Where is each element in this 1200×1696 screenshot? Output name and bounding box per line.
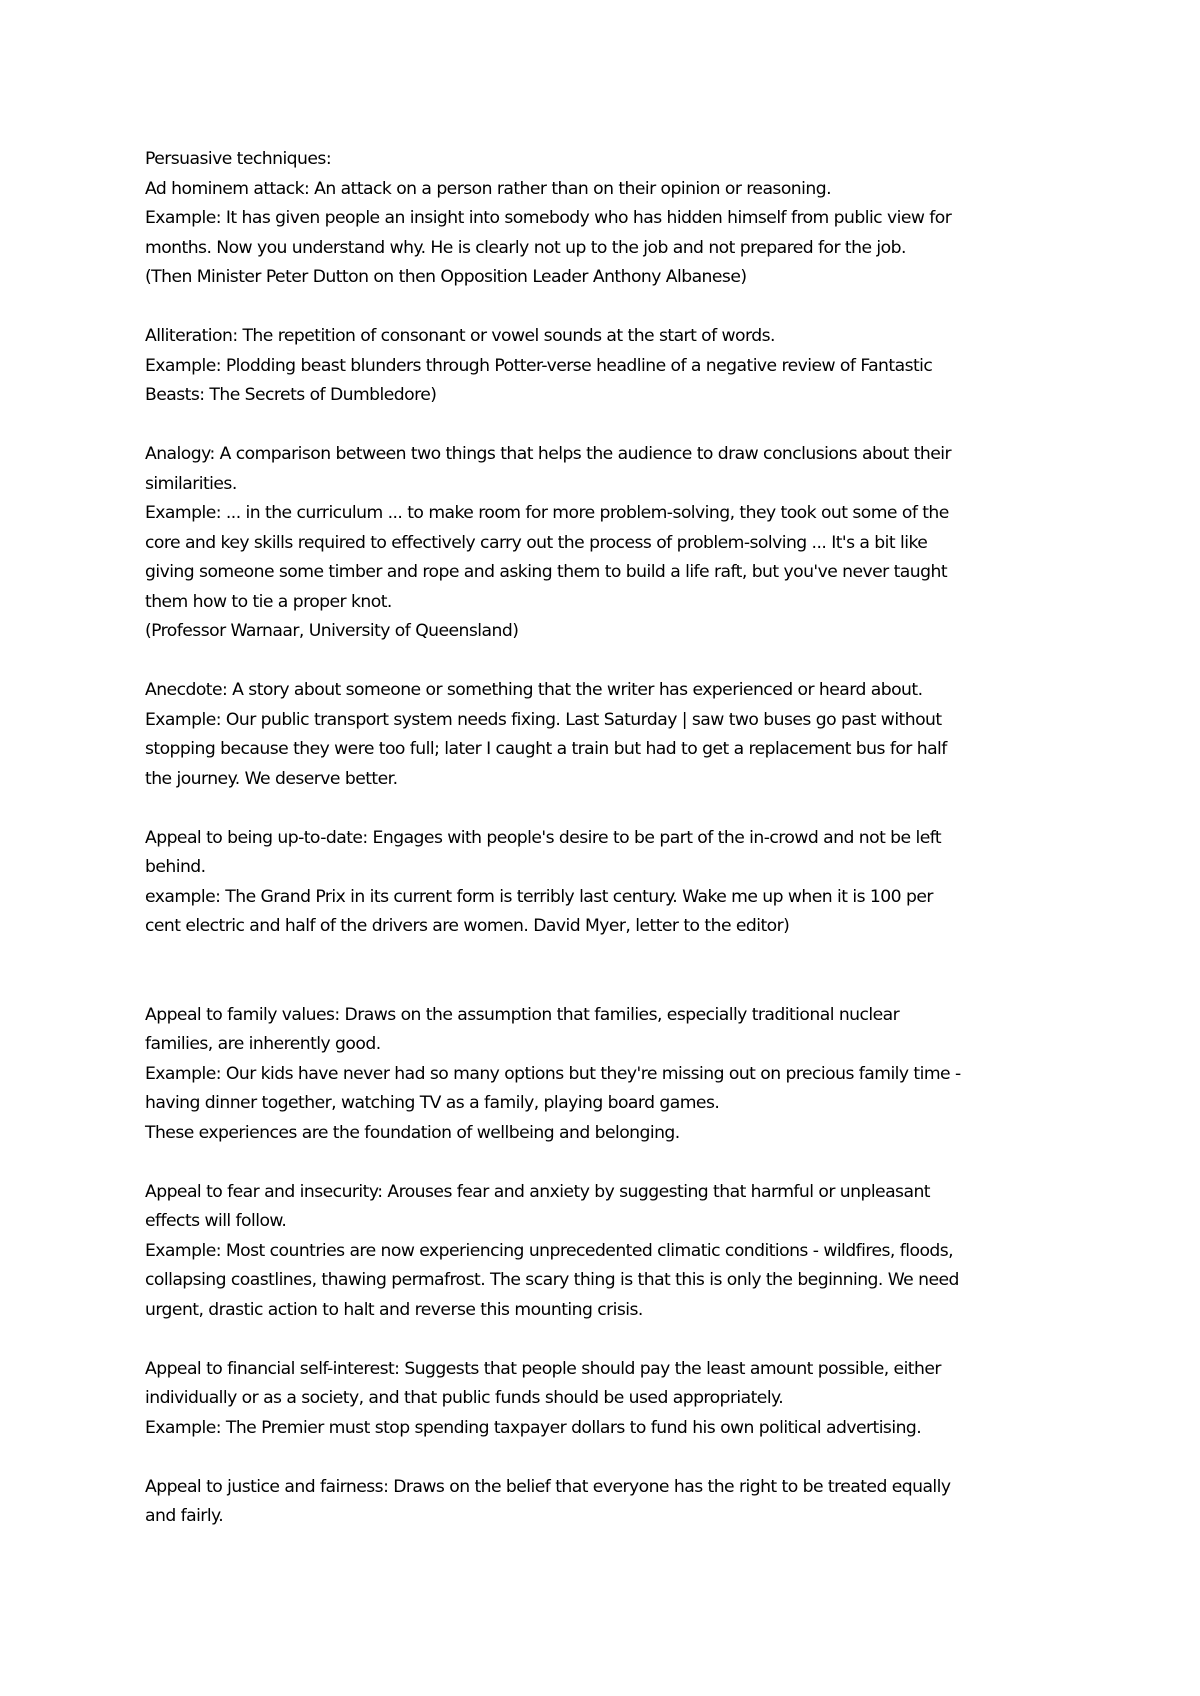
technique-definition: behind. bbox=[145, 857, 206, 877]
technique-example: them how to tie a proper knot. bbox=[145, 591, 392, 612]
technique-example: Example: ... in the curriculum ... to make room for more problem-solving, they took out some of the bbox=[145, 503, 949, 523]
technique-example: collapsing coastlines, thawing permafrost. The scary thing is that this is only the beginning. We need bbox=[145, 1270, 959, 1290]
document-title: Persuasive techniques: bbox=[145, 149, 332, 169]
technique-example: example: The Grand Prix in its current form is terribly last century. Wake me up when it is 100 per bbox=[145, 886, 933, 907]
technique-example: Beasts: The Secrets of Dumbledore) bbox=[145, 385, 437, 405]
technique-example: Example: The Premier must stop spending taxpayer dollars to fund his own political advertising. bbox=[145, 1417, 922, 1438]
technique-definition: Alliteration: The repetition of consonant or vowel sounds at the start of words. bbox=[145, 326, 775, 346]
technique-example: These experiences are the foundation of wellbeing and belonging. bbox=[145, 1122, 680, 1143]
technique-alliteration bbox=[145, 322, 1065, 411]
document-page bbox=[145, 145, 1065, 1561]
technique-source: (Then Minister Peter Dutton on then Opposition Leader Anthony Albanese) bbox=[145, 267, 747, 287]
technique-anecdote bbox=[145, 676, 1065, 794]
technique-example: Example: Plodding beast blunders through Potter-verse headline of a negative review of Fantastic bbox=[145, 355, 933, 376]
technique-example: Example: Our kids have never had so many options but they're missing out on precious family time - bbox=[145, 1063, 961, 1084]
technique-appeal-fear bbox=[145, 1178, 1065, 1326]
technique-definition: Appeal to fear and insecurity: Arouses fear and anxiety by suggesting that harmful or unpleasant bbox=[145, 1181, 930, 1202]
technique-example: cent electric and half of the drivers are women. David Myer, letter to the editor) bbox=[145, 916, 790, 936]
technique-example: urgent, drastic action to halt and reverse this mounting crisis. bbox=[145, 1299, 643, 1320]
technique-definition: similarities. bbox=[145, 473, 237, 494]
technique-definition: Ad hominem attack: An attack on a person rather than on their opinion or reasoning. bbox=[145, 178, 831, 199]
technique-example: months. Now you understand why. He is clearly not up to the job and not prepared for the job. bbox=[145, 237, 906, 258]
technique-definition: Appeal to financial self-interest: Suggests that people should pay the least amount possible, either bbox=[145, 1358, 941, 1379]
technique-example: core and key skills required to effectively carry out the process of problem-solving ... It's a bit like bbox=[145, 532, 928, 553]
technique-definition: Appeal to justice and fairness: Draws on the belief that everyone has the right to be treated equally bbox=[145, 1476, 951, 1497]
technique-ad-hominem bbox=[145, 175, 1065, 293]
technique-example: stopping because they were too full; later I caught a train but had to get a replacement bus for half bbox=[145, 739, 947, 759]
technique-example: having dinner together, watching TV as a family, playing board games. bbox=[145, 1093, 720, 1113]
technique-appeal-family-values bbox=[145, 1001, 1065, 1149]
technique-definition: individually or as a society, and that public funds should be used appropriately. bbox=[145, 1388, 784, 1408]
technique-definition: and fairly. bbox=[145, 1506, 224, 1526]
technique-appeal-financial bbox=[145, 1355, 1065, 1444]
technique-example: Example: It has given people an insight into somebody who has hidden himself from public view for bbox=[145, 208, 952, 228]
technique-example: the journey. We deserve better. bbox=[145, 768, 398, 789]
technique-definition: Appeal to being up-to-date: Engages with people's desire to be part of the in-crowd and not be left bbox=[145, 827, 942, 848]
technique-example: Example: Most countries are now experiencing unprecedented climatic conditions - wildfires, floods, bbox=[145, 1240, 954, 1261]
technique-definition: Appeal to family values: Draws on the assumption that families, especially traditional nuclear bbox=[145, 1004, 900, 1025]
technique-analogy bbox=[145, 440, 1065, 647]
technique-definition: effects will follow. bbox=[145, 1211, 287, 1231]
technique-definition: families, are inherently good. bbox=[145, 1034, 381, 1054]
technique-appeal-up-to-date bbox=[145, 824, 1065, 942]
technique-example: Example: Our public transport system needs fixing. Last Saturday | saw two buses go past without bbox=[145, 709, 942, 730]
technique-example: giving someone some timber and rope and asking them to build a life raft, but you've never taught bbox=[145, 562, 948, 582]
technique-source: (Professor Warnaar, University of Queensland) bbox=[145, 621, 519, 641]
technique-definition: Anecdote: A story about someone or something that the writer has experienced or heard about. bbox=[145, 680, 923, 700]
technique-definition: Analogy: A comparison between two things that helps the audience to draw conclusions about their bbox=[145, 444, 952, 464]
technique-appeal-justice bbox=[145, 1473, 1065, 1532]
